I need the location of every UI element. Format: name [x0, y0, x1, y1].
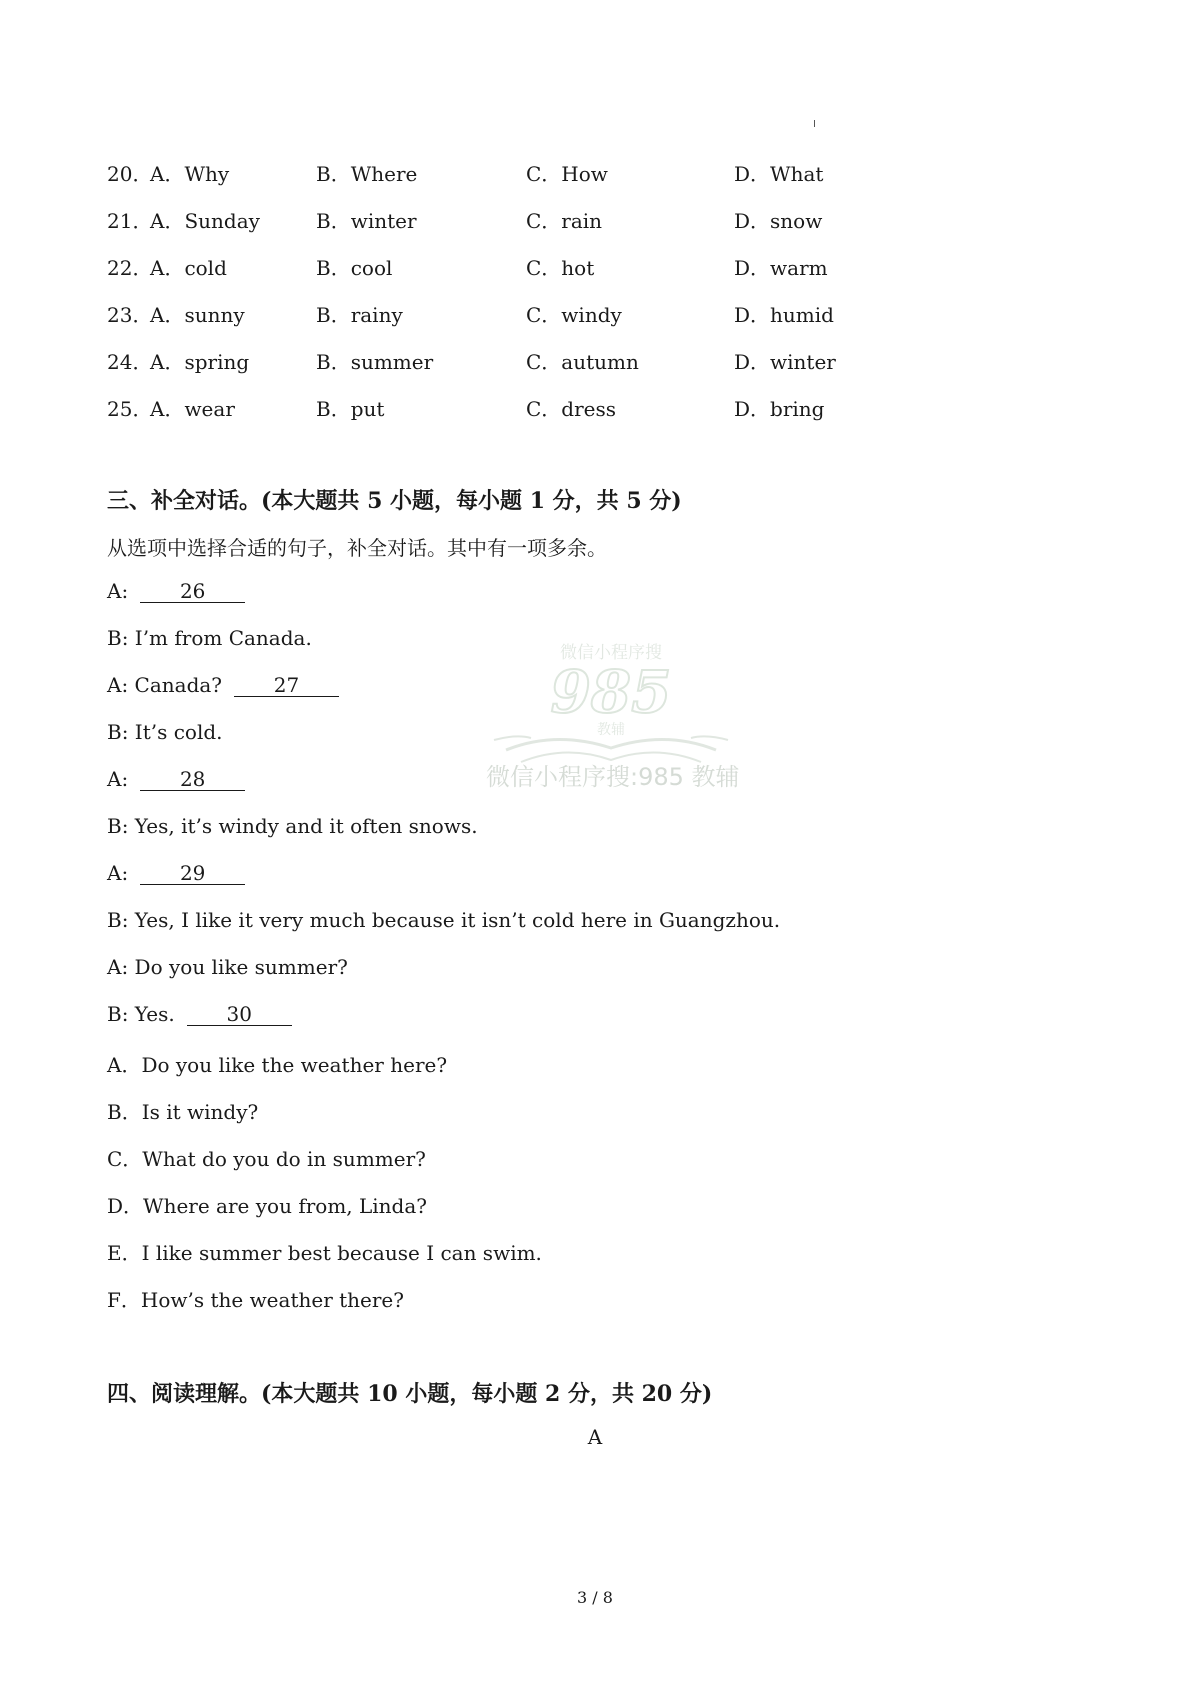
option-b: B．summer — [316, 350, 434, 374]
passage-label: A — [587, 1425, 603, 1449]
question-number: 21． — [107, 209, 153, 233]
speaker-prefix: A: — [107, 767, 129, 791]
question-number: 24． — [107, 350, 153, 374]
option-c: C．rain — [526, 209, 603, 233]
answer-blank: 30 — [187, 1003, 292, 1026]
watermark-sub-text: 教辅 — [597, 722, 625, 738]
section-4-title: 四、阅读理解。(本大题共 10 小题，每小题 2 分，共 20 分) — [107, 1381, 713, 1407]
watermark-text: 微信小程序搜:985 教辅 — [486, 763, 740, 791]
dialogue-line — [107, 767, 245, 791]
option-c: C．autumn — [526, 350, 639, 374]
section-3-instruction: 从选项中选择合适的句子，补全对话。其中有一项多余。 — [107, 536, 607, 560]
dialogue-option: A．Do you like the weather here? — [107, 1053, 448, 1077]
option-b: B．rainy — [316, 303, 403, 327]
dialogue-option: C．What do you do in summer? — [107, 1147, 426, 1171]
option-d: D．winter — [734, 350, 836, 374]
question-number: 20． — [107, 162, 153, 186]
answer-blank: 27 — [234, 674, 339, 697]
speaker-prefix: A: Canada? — [107, 673, 223, 697]
speaker-prefix: B: Yes. — [107, 1002, 175, 1026]
dialogue-option: D．Where are you from, Linda? — [107, 1194, 428, 1218]
option-d: D．What — [734, 162, 824, 186]
dialogue-line — [107, 1002, 292, 1026]
option-d: D．bring — [734, 397, 825, 421]
option-b: B．cool — [316, 256, 393, 280]
dialogue-line: B: It’s cold. — [107, 720, 223, 744]
question-number: 25． — [107, 397, 153, 421]
answer-blank: 26 — [140, 580, 245, 603]
dialogue-line: B: Yes, I like it very much because it isn’t cold here in Guangzhou. — [107, 908, 781, 932]
answer-blank: 28 — [140, 768, 245, 791]
option-c: C．hot — [526, 256, 595, 280]
speaker-prefix: A: — [107, 861, 129, 885]
option-b: B．Where — [316, 162, 418, 186]
section-3-title: 三、补全对话。(本大题共 5 小题，每小题 1 分，共 5 分) — [107, 488, 682, 514]
question-number: 23． — [107, 303, 153, 327]
option-a: A．wear — [150, 397, 235, 421]
dialogue-option: B．Is it windy? — [107, 1100, 259, 1124]
option-a: A．Why — [150, 162, 230, 186]
dialogue-line: B: I’m from Canada. — [107, 626, 312, 650]
dialogue-option: F．How’s the weather there? — [107, 1288, 404, 1312]
dialogue-line: B: Yes, it’s windy and it often snows. — [107, 814, 478, 838]
option-a: A．cold — [150, 256, 227, 280]
option-b: B．put — [316, 397, 385, 421]
option-c: C．dress — [526, 397, 617, 421]
answer-blank: 29 — [140, 862, 245, 885]
option-a: A．sunny — [150, 303, 245, 327]
watermark-top-text: 微信小程序搜 — [560, 643, 662, 663]
option-c: C．windy — [526, 303, 622, 327]
scan-mark — [814, 120, 815, 127]
option-d: D．humid — [734, 303, 834, 327]
watermark-number: 985 — [550, 658, 672, 726]
option-c: C．How — [526, 162, 608, 186]
dialogue-line: A: Do you like summer? — [107, 955, 348, 979]
speaker-prefix: A: — [107, 579, 129, 603]
option-d: D．snow — [734, 209, 823, 233]
option-d: D．warm — [734, 256, 828, 280]
option-b: B．winter — [316, 209, 417, 233]
dialogue-option: E．I like summer best because I can swim. — [107, 1241, 542, 1265]
option-a: A．Sunday — [150, 209, 260, 233]
dialogue-line — [107, 579, 245, 603]
option-a: A．spring — [150, 350, 250, 374]
question-number: 22． — [107, 256, 153, 280]
page-number: 3 / 8 — [577, 1588, 613, 1607]
dialogue-line — [107, 861, 245, 885]
dialogue-line — [107, 673, 339, 697]
